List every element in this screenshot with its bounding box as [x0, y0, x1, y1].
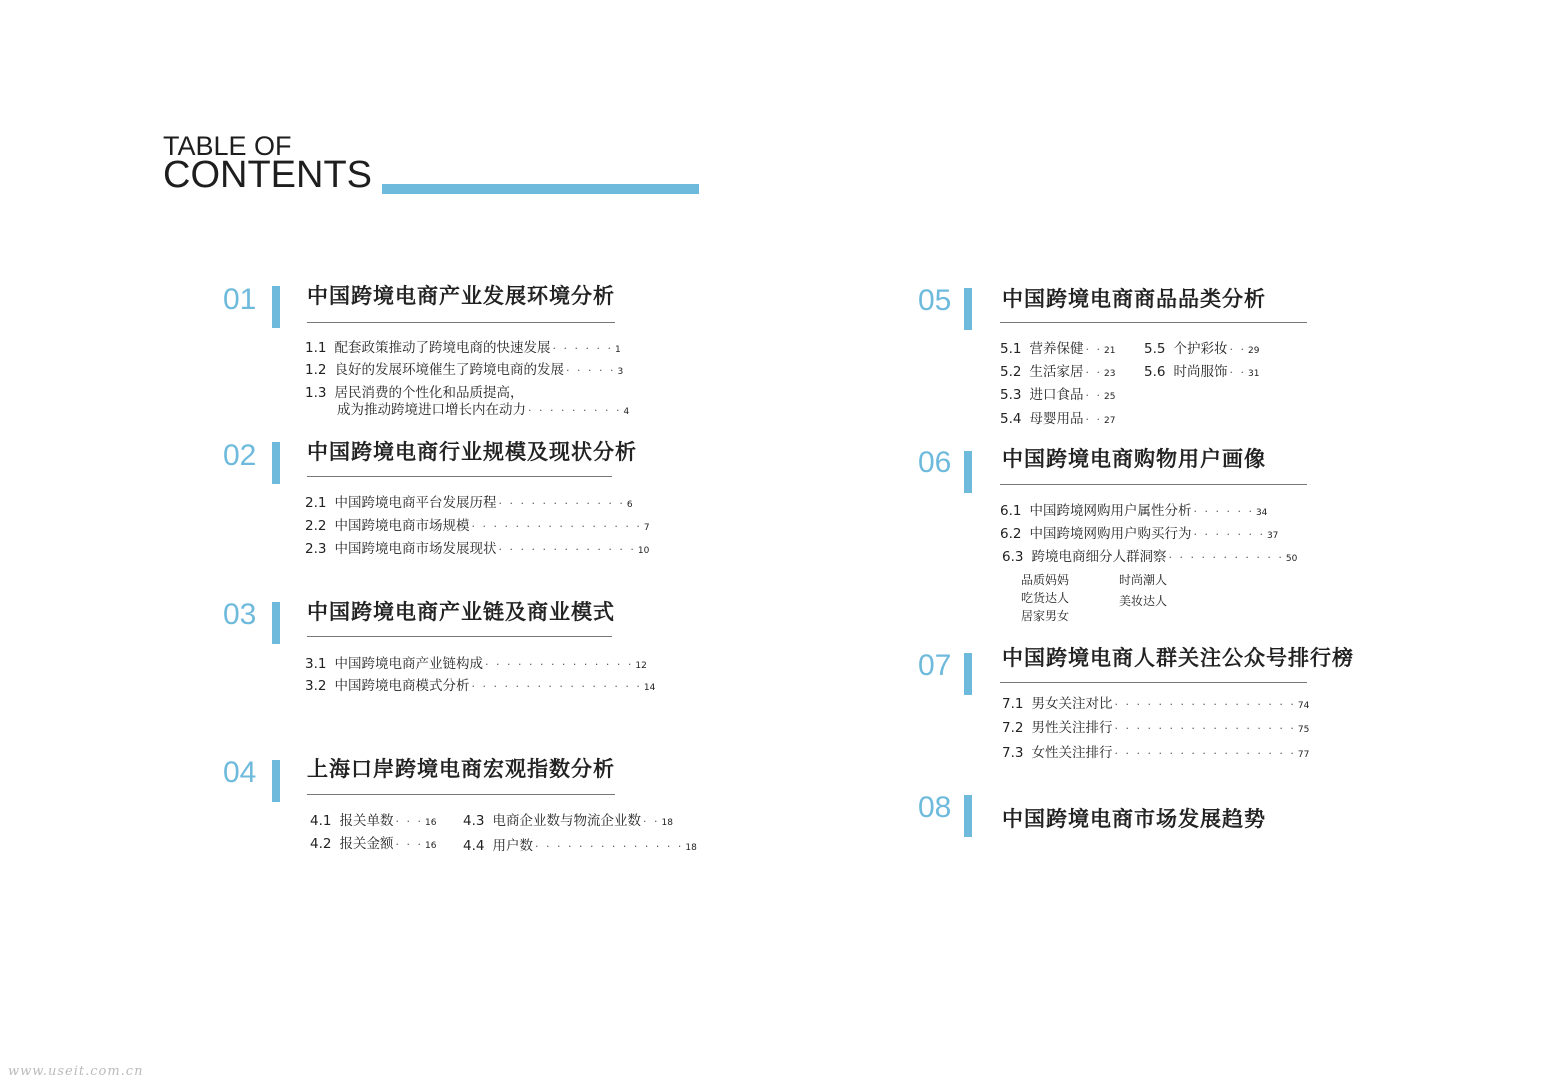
toc-item[interactable]: 2.1 中国跨境电商平台发展历程 · · · · · · · · · · · · 6 — [305, 495, 633, 511]
section-number: 03 — [223, 598, 257, 631]
section-number: 08 — [918, 791, 952, 824]
section-divider — [1000, 682, 1307, 683]
toc-item[interactable]: 1.1 配套政策推动了跨境电商的快速发展 · · · · · · 1 — [305, 340, 621, 356]
toc-item[interactable]: 5.6 时尚服饰 · · 31 — [1144, 364, 1260, 380]
toc-item[interactable]: 4.4 用户数 · · · · · · · · · · · · · · 18 — [463, 838, 697, 854]
toc-item[interactable]: 2.2 中国跨境电商市场规模 · · · · · · · · · · · · · · · · 7 — [305, 518, 650, 534]
section-accent-bar — [272, 442, 280, 484]
toc-item[interactable]: 5.5 个护彩妆 · · 29 — [1144, 341, 1260, 357]
section-number: 07 — [918, 649, 952, 682]
section-divider — [307, 322, 615, 323]
toc-item[interactable]: 6.2 中国跨境网购用户购买行为 · · · · · · · 37 — [1000, 526, 1279, 542]
section-number: 02 — [223, 439, 257, 472]
sub-item[interactable]: 时尚潮人 — [1119, 573, 1168, 587]
toc-item-continued[interactable]: 成为推动跨境进口增长内在动力 · · · · · · · · · 4 — [337, 402, 630, 418]
toc-item[interactable]: 4.3 电商企业数与物流企业数 · · 18 — [463, 813, 673, 829]
sub-item[interactable]: 美妆达人 — [1119, 594, 1168, 608]
toc-item[interactable]: 5.2 生活家居 · · 23 — [1000, 364, 1116, 380]
toc-item[interactable]: 7.1 男女关注对比 · · · · · · · · · · · · · · · · · 74 — [1002, 696, 1310, 712]
watermark: www.useit.com.cn — [8, 1064, 144, 1079]
section-divider — [1000, 322, 1307, 323]
section-title[interactable]: 中国跨境电商行业规模及现状分析 — [307, 440, 637, 464]
sub-item[interactable]: 居家男女 — [1021, 609, 1070, 623]
section-title[interactable]: 中国跨境电商商品品类分析 — [1002, 287, 1266, 311]
section-divider — [307, 476, 612, 477]
section-number: 05 — [918, 284, 952, 317]
toc-item[interactable]: 7.2 男性关注排行 · · · · · · · · · · · · · · · · · 75 — [1002, 720, 1310, 736]
section-title[interactable]: 上海口岸跨境电商宏观指数分析 — [307, 757, 615, 781]
section-accent-bar — [272, 602, 280, 644]
toc-item[interactable]: 2.3 中国跨境电商市场发展现状 · · · · · · · · · · · · · 10 — [305, 541, 650, 557]
section-accent-bar — [964, 288, 972, 330]
toc-item[interactable]: 5.1 营养保健 · · 21 — [1000, 341, 1116, 357]
section-title[interactable]: 中国跨境电商产业发展环境分析 — [307, 284, 615, 308]
section-accent-bar — [272, 286, 280, 328]
section-title[interactable]: 中国跨境电商市场发展趋势 — [1002, 807, 1266, 831]
section-number: 04 — [223, 756, 257, 789]
toc-item[interactable]: 5.4 母婴用品 · · 27 — [1000, 411, 1116, 427]
toc-item[interactable]: 3.1 中国跨境电商产业链构成 · · · · · · · · · · · · · · 12 — [305, 656, 647, 672]
title-main: CONTENTS — [163, 154, 372, 196]
title-accent-bar — [382, 184, 699, 194]
section-accent-bar — [964, 653, 972, 695]
toc-item[interactable]: 1.3 居民消费的个性化和品质提高， — [305, 385, 524, 401]
section-accent-bar — [964, 451, 972, 493]
title-top: TABLE OF — [163, 131, 292, 161]
section-number: 01 — [223, 283, 257, 316]
section-accent-bar — [272, 760, 280, 802]
toc-item[interactable]: 7.3 女性关注排行 · · · · · · · · · · · · · · · · · 77 — [1002, 745, 1310, 761]
toc-item[interactable]: 6.3 跨境电商细分人群洞察 · · · · · · · · · · · 50 — [1002, 549, 1298, 565]
sub-item[interactable]: 吃货达人 — [1021, 591, 1070, 605]
section-divider — [307, 636, 612, 637]
section-number: 06 — [918, 446, 952, 479]
section-title[interactable]: 中国跨境电商产业链及商业模式 — [307, 600, 615, 624]
section-title[interactable]: 中国跨境电商购物用户画像 — [1002, 447, 1266, 471]
toc-item[interactable]: 3.2 中国跨境电商模式分析 · · · · · · · · · · · · · · · · 14 — [305, 678, 656, 694]
toc-item[interactable]: 5.3 进口食品 · · 25 — [1000, 387, 1116, 403]
section-accent-bar — [964, 795, 972, 837]
toc-item[interactable]: 1.2 良好的发展环境催生了跨境电商的发展 · · · · · 3 — [305, 362, 624, 378]
section-title[interactable]: 中国跨境电商人群关注公众号排行榜 — [1002, 646, 1354, 670]
sub-item[interactable]: 品质妈妈 — [1021, 573, 1070, 587]
section-divider — [307, 794, 615, 795]
toc-item[interactable]: 6.1 中国跨境网购用户属性分析 · · · · · · 34 — [1000, 503, 1268, 519]
toc-item[interactable]: 4.1 报关单数 · · · 16 — [310, 813, 437, 829]
toc-item[interactable]: 4.2 报关金额 · · · 16 — [310, 836, 437, 852]
section-divider — [1000, 484, 1307, 485]
